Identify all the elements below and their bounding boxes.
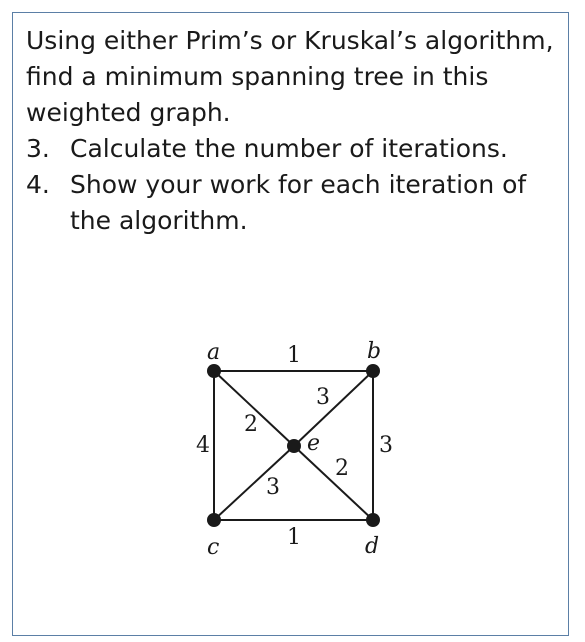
weight-label-b-d: 3 <box>379 433 393 458</box>
weight-label-a-c: 4 <box>196 433 210 458</box>
vertex-a <box>207 364 221 378</box>
weight-label-d-e: 2 <box>335 456 349 481</box>
vertex-c <box>207 513 221 527</box>
vertex-label-b: b <box>367 339 382 364</box>
edge-c-e <box>214 446 294 520</box>
vertex-d <box>366 513 380 527</box>
vertex-label-d: d <box>365 534 380 559</box>
vertex-label-a: a <box>207 340 221 365</box>
vertex-b <box>366 364 380 378</box>
vertex-e <box>287 439 301 453</box>
edge-d-e <box>294 446 373 520</box>
edge-b-e <box>294 371 373 446</box>
step-text: Show your work for each iteration of the algorithm. <box>70 170 527 235</box>
step-number: 3. <box>26 134 50 163</box>
vertex-label-c: c <box>207 535 220 560</box>
vertex-label-e: e <box>307 431 321 456</box>
problem-intro: Using either Prim’s or Kruskal’s algorithm, find a minimum spanning tree in this weighted graph. <box>26 26 554 127</box>
weight-label-b-e: 3 <box>316 385 330 410</box>
step-number: 4. <box>26 170 50 199</box>
step-text: Calculate the number of iterations. <box>70 134 508 163</box>
weight-label-a-b: 1 <box>287 343 301 368</box>
weight-label-c-e: 3 <box>266 475 280 500</box>
weight-label-c-d: 1 <box>287 525 301 550</box>
weight-label-a-e: 2 <box>244 412 258 437</box>
